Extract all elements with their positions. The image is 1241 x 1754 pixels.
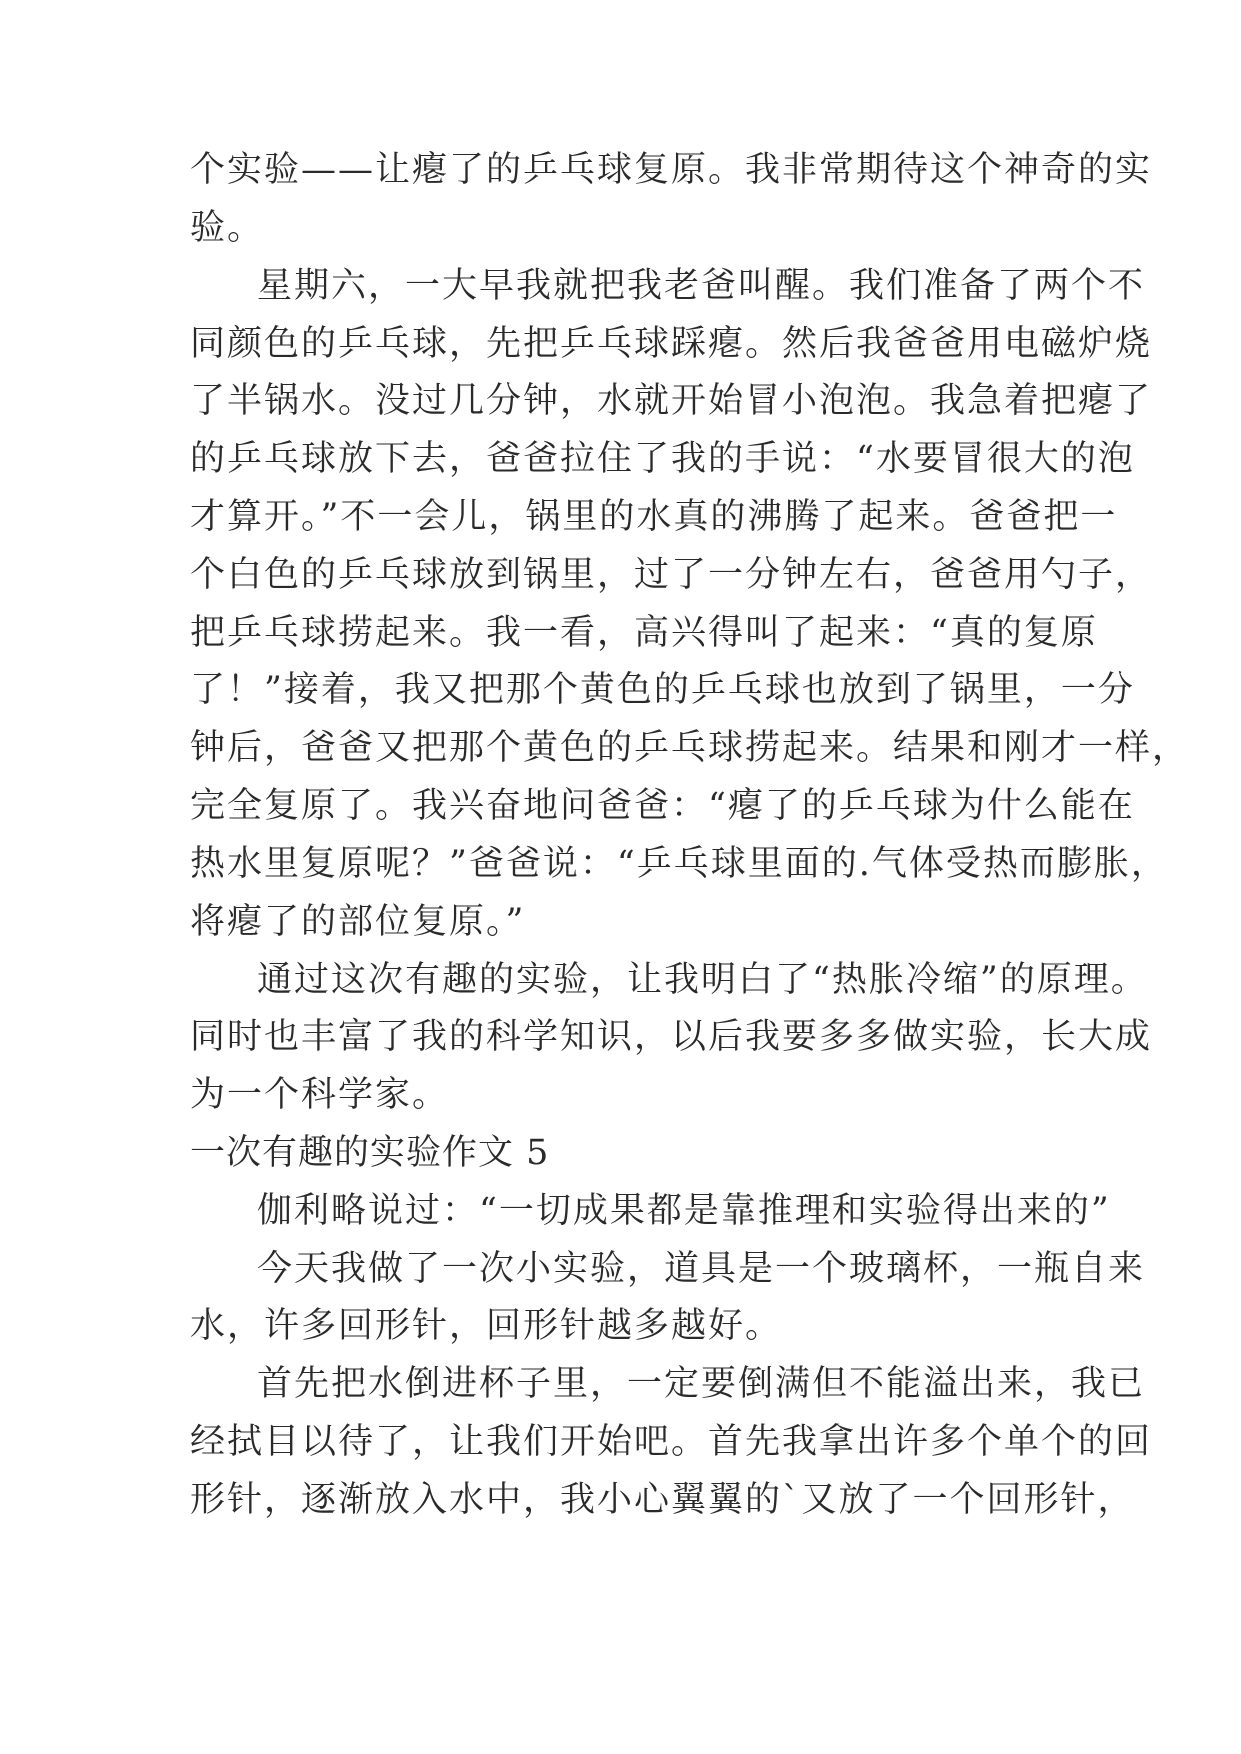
section-heading: 一次有趣的实验作文 5 <box>190 1133 550 1173</box>
body-text-line: 同颜色的乒乓球，先把乒乓球踩瘪。然后我爸爸用电磁炉烧 <box>190 324 1153 364</box>
paragraph-first-line: 首先把水倒进杯子里，一定要倒满但不能溢出来，我已 <box>257 1364 1146 1404</box>
body-text-line: 为一个科学家。 <box>190 1075 450 1115</box>
body-text-line: 完全复原了。我兴奋地问爸爸：“瘪了的乒乓球为什么能在 <box>190 786 1135 826</box>
body-text-line: 经拭目以待了，让我们开始吧。首先我拿出许多个单个的回 <box>190 1422 1153 1462</box>
body-text-line: 个实验——让瘪了的乒乓球复原。我非常期待这个神奇的实 <box>190 150 1153 190</box>
body-text-line: 把乒乓球捞起来。我一看，高兴得叫了起来：“真的复原 <box>190 613 1098 653</box>
paragraph-first-line: 今天我做了一次小实验，道具是一个玻璃杯，一瓶自来 <box>257 1249 1146 1289</box>
body-text-line: 才算开。”不一会儿，锅里的水真的沸腾了起来。爸爸把一 <box>190 497 1118 537</box>
body-text-line: 验。 <box>190 208 265 248</box>
body-text-line: 将瘪了的部位复原。” <box>190 902 526 942</box>
body-text-line: 个白色的乒乓球放到锅里，过了一分钟左右，爸爸用勺子， <box>190 555 1153 595</box>
paragraph-first-line: 伽利略说过：“一切成果都是靠推理和实验得出来的” <box>257 1191 1111 1231</box>
body-text-line: 了半锅水。没过几分钟，水就开始冒小泡泡。我急着把瘪了 <box>190 381 1153 421</box>
body-text-line: 了！”接着，我又把那个黄色的乒乓球也放到了锅里，一分 <box>190 670 1135 710</box>
paragraph-first-line: 通过这次有趣的实验，让我明白了“热胀冷缩”的原理。 <box>257 960 1148 1000</box>
body-text-line: 的乒乓球放下去，爸爸拉住了我的手说：“水要冒很大的泡 <box>190 439 1135 479</box>
body-text-line: 同时也丰富了我的科学知识，以后我要多多做实验，长大成 <box>190 1017 1153 1057</box>
paragraph-first-line: 星期六，一大早我就把我老爸叫醒。我们准备了两个不 <box>257 266 1146 306</box>
body-text-line: 钟后，爸爸又把那个黄色的乒乓球捞起来。结果和刚才一样， <box>190 728 1190 768</box>
body-text-line: 热水里复原呢？”爸爸说：“乒乓球里面的.气体受热而膨胀， <box>190 844 1168 884</box>
body-text-line: 形针，逐渐放入水中，我小心翼翼的`又放了一个回形针， <box>190 1480 1135 1520</box>
body-text-line: 水，许多回形针，回形针越多越好。 <box>190 1306 783 1346</box>
